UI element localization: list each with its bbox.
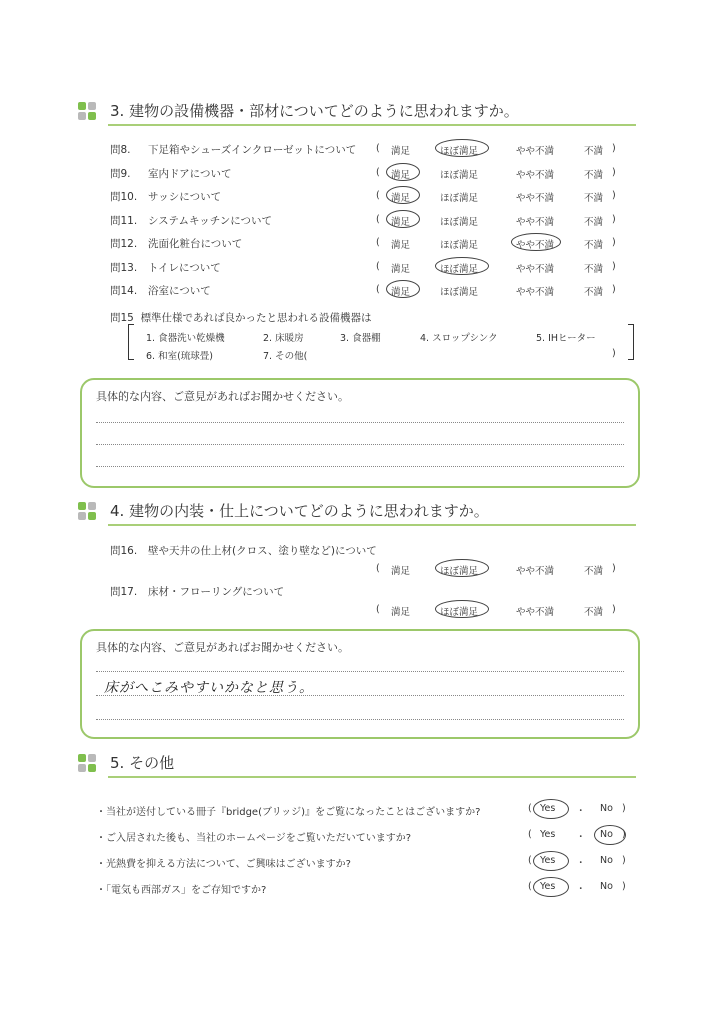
q15-option-5[interactable]: 5. IHヒーター bbox=[536, 333, 596, 344]
rating-option[interactable]: 不満 bbox=[584, 169, 604, 181]
rating-option[interactable]: やや不満 bbox=[516, 607, 555, 618]
question-number: 問17. bbox=[110, 586, 138, 598]
question-number: 問11. bbox=[110, 214, 138, 227]
question-number: 問13. bbox=[110, 261, 138, 274]
section-bullet-icon bbox=[78, 502, 98, 522]
rating-option[interactable]: 満足 bbox=[391, 216, 411, 228]
selected-circle-mark bbox=[435, 559, 489, 577]
selected-circle-mark bbox=[594, 825, 626, 845]
q15-bracket-left bbox=[128, 324, 134, 360]
separator-dot: ・ bbox=[576, 884, 586, 895]
rating-option[interactable]: 満足 bbox=[391, 287, 411, 298]
no-option[interactable]: No bbox=[600, 855, 613, 866]
yes-option[interactable]: Yes bbox=[540, 881, 556, 892]
paren-close: ) bbox=[622, 829, 626, 840]
section-bullet-icon bbox=[78, 102, 98, 122]
yes-option[interactable]: Yes bbox=[540, 855, 556, 866]
question-text: ・ご入居された後も、当社のホームページをご覧いただいていますか? bbox=[96, 833, 412, 844]
section-divider bbox=[108, 524, 636, 526]
yes-option[interactable]: Yes bbox=[540, 803, 556, 814]
q15-question: 問15 標準仕様であれば良かったと思われる設備機器は bbox=[110, 312, 372, 324]
rating-option[interactable]: やや不満 bbox=[516, 287, 555, 298]
rating-option[interactable]: 不満 bbox=[584, 566, 604, 577]
paren-open: ( bbox=[376, 563, 380, 574]
handwritten-comment: 床がへこみやすいかなと思う。 bbox=[104, 680, 314, 696]
paren-close: ) bbox=[622, 881, 626, 892]
q15-other-close: ) bbox=[612, 348, 616, 359]
section4-comment-box[interactable] bbox=[80, 629, 640, 739]
paren-open: ( bbox=[376, 213, 380, 225]
section4-header bbox=[78, 500, 636, 526]
separator-dot: ・ bbox=[576, 832, 586, 843]
rating-option[interactable]: やや不満 bbox=[516, 169, 555, 181]
paren-close: ) bbox=[612, 166, 616, 178]
rating-option[interactable]: 不満 bbox=[584, 216, 604, 228]
rating-option[interactable]: ほぼ満足 bbox=[440, 193, 479, 204]
rating-option[interactable]: 不満 bbox=[584, 607, 604, 618]
rating-option[interactable]: やや不満 bbox=[516, 566, 555, 577]
paren-close: ) bbox=[612, 190, 616, 201]
section5-title: 5. その他 bbox=[110, 754, 175, 772]
question-number: 問10. bbox=[110, 191, 138, 203]
section3-comment-box[interactable] bbox=[80, 378, 640, 488]
rating-option[interactable]: ほぼ満足 bbox=[440, 216, 479, 228]
rating-option[interactable]: 不満 bbox=[584, 193, 604, 204]
rating-option[interactable]: 満足 bbox=[391, 566, 411, 577]
question-number: 問9. bbox=[110, 167, 131, 180]
paren-open: ( bbox=[376, 237, 380, 248]
paren-open: ( bbox=[528, 829, 532, 840]
selected-circle-mark bbox=[533, 799, 569, 819]
rating-option[interactable]: 満足 bbox=[391, 607, 411, 618]
separator-dot: ・ bbox=[576, 806, 586, 817]
comment-line bbox=[96, 466, 624, 467]
comment-line bbox=[96, 719, 624, 720]
paren-close: ) bbox=[612, 563, 616, 574]
question-text: 浴室について bbox=[148, 285, 211, 297]
question-number: 問14. bbox=[110, 285, 138, 297]
paren-open: ( bbox=[376, 166, 380, 178]
no-option[interactable]: No bbox=[600, 881, 613, 892]
paren-open: ( bbox=[528, 881, 532, 892]
rating-option[interactable]: 満足 bbox=[391, 146, 411, 157]
paren-open: ( bbox=[528, 855, 532, 866]
section5-header bbox=[78, 752, 636, 778]
selected-circle-mark bbox=[386, 280, 420, 298]
rating-option[interactable]: ほぼ満足 bbox=[440, 287, 479, 298]
paren-open: ( bbox=[528, 803, 532, 814]
paren-open: ( bbox=[376, 190, 380, 201]
separator-dot: ・ bbox=[576, 858, 586, 869]
question-text: 壁や天井の仕上材(クロス、塗り壁など)について bbox=[148, 545, 377, 557]
rating-option[interactable]: 満足 bbox=[391, 169, 411, 181]
q15-option-3[interactable]: 3. 食器棚 bbox=[340, 333, 381, 344]
question-text: ・光熱費を抑える方法について、ご興味はございますか? bbox=[96, 859, 351, 870]
comment-line bbox=[96, 422, 624, 423]
selected-circle-mark bbox=[435, 257, 489, 275]
paren-close: ) bbox=[612, 237, 616, 248]
yes-option[interactable]: Yes bbox=[540, 829, 556, 840]
paren-open: ( bbox=[376, 260, 380, 272]
selected-circle-mark bbox=[386, 210, 420, 228]
rating-option[interactable]: 満足 bbox=[391, 263, 411, 275]
rating-option[interactable]: ほぼ満足 bbox=[440, 566, 479, 577]
question-number: 問8. bbox=[110, 144, 131, 156]
section3-header bbox=[78, 100, 636, 126]
paren-close: ) bbox=[622, 855, 626, 866]
q15-option-6[interactable]: 6. 和室(琉球畳) bbox=[146, 351, 213, 362]
question-text: 洗面化粧台について bbox=[148, 238, 243, 250]
paren-close: ) bbox=[612, 284, 616, 295]
rating-option[interactable]: 不満 bbox=[584, 287, 604, 298]
paren-close: ) bbox=[622, 803, 626, 814]
question-text: 室内ドアについて bbox=[148, 167, 232, 180]
section-divider bbox=[108, 776, 636, 778]
q15-bracket-right bbox=[628, 324, 634, 360]
rating-option[interactable]: やや不満 bbox=[516, 216, 555, 228]
paren-close: ) bbox=[612, 260, 616, 272]
section4-comment-title: 具体的な内容、ご意見があればお聞かせください。 bbox=[96, 641, 349, 654]
rating-option[interactable]: やや不満 bbox=[516, 193, 555, 204]
selected-circle-mark bbox=[511, 233, 561, 251]
q15-option-1[interactable]: 1. 食器洗い乾燥機 bbox=[146, 333, 225, 344]
q15-option-2[interactable]: 2. 床暖房 bbox=[263, 333, 304, 344]
rating-option[interactable]: やや不満 bbox=[516, 263, 555, 275]
section4-title: 4. 建物の内装・仕上についてどのように思われますか。 bbox=[110, 502, 489, 520]
comment-line bbox=[96, 695, 624, 696]
paren-close: ) bbox=[612, 604, 616, 615]
paren-close: ) bbox=[612, 143, 616, 154]
rating-option[interactable]: 満足 bbox=[391, 193, 411, 204]
question-number: 問12. bbox=[110, 238, 138, 250]
rating-option[interactable]: ほぼ満足 bbox=[440, 607, 479, 618]
q15-option-4[interactable]: 4. スロップシンク bbox=[420, 333, 498, 344]
section3-comment-title: 具体的な内容、ご意見があればお聞かせください。 bbox=[96, 390, 349, 403]
paren-close: ) bbox=[612, 213, 616, 225]
question-number: 問16. bbox=[110, 545, 138, 557]
rating-option[interactable]: ほぼ満足 bbox=[440, 146, 479, 157]
rating-option[interactable]: 不満 bbox=[584, 146, 604, 157]
paren-open: ( bbox=[376, 604, 380, 615]
question-text: ・当社が送付している冊子『bridge(ブリッジ)』をご覧になったことはございますか? bbox=[96, 807, 481, 818]
section-bullet-icon bbox=[78, 754, 98, 774]
selected-circle-mark bbox=[533, 877, 569, 897]
selected-circle-mark bbox=[386, 163, 420, 181]
q15-option-7[interactable]: 7. その他( bbox=[263, 351, 308, 362]
selected-circle-mark bbox=[435, 600, 489, 618]
no-option[interactable]: No bbox=[600, 803, 613, 814]
question-text: システムキッチンについて bbox=[148, 214, 273, 227]
rating-option[interactable]: ほぼ満足 bbox=[440, 169, 479, 181]
selected-circle-mark bbox=[386, 186, 420, 204]
question-text: 床材・フローリングについて bbox=[148, 586, 285, 598]
rating-option[interactable]: ほぼ満足 bbox=[440, 240, 479, 251]
rating-option[interactable]: ほぼ満足 bbox=[440, 263, 479, 275]
section3-title: 3. 建物の設備機器・部材についてどのように思われますか。 bbox=[110, 102, 519, 120]
rating-option[interactable]: 不満 bbox=[584, 263, 604, 275]
comment-line bbox=[96, 444, 624, 445]
question-text: 下足箱やシューズインクローゼットについて bbox=[148, 144, 357, 156]
comment-line bbox=[96, 671, 624, 672]
rating-option[interactable]: やや不満 bbox=[516, 146, 555, 157]
selected-circle-mark bbox=[435, 139, 489, 157]
paren-open: ( bbox=[376, 143, 380, 154]
question-text: ・「電気も西部ガス」をご存知ですか? bbox=[96, 885, 267, 896]
paren-open: ( bbox=[376, 284, 380, 295]
section-divider bbox=[108, 124, 636, 126]
question-text: サッシについて bbox=[148, 191, 222, 203]
rating-option[interactable]: やや不満 bbox=[516, 240, 555, 251]
question-text: トイレについて bbox=[148, 261, 221, 274]
rating-option[interactable]: 不満 bbox=[584, 240, 604, 251]
no-option[interactable]: No bbox=[600, 829, 613, 840]
rating-option[interactable]: 満足 bbox=[391, 240, 411, 251]
selected-circle-mark bbox=[533, 851, 569, 871]
